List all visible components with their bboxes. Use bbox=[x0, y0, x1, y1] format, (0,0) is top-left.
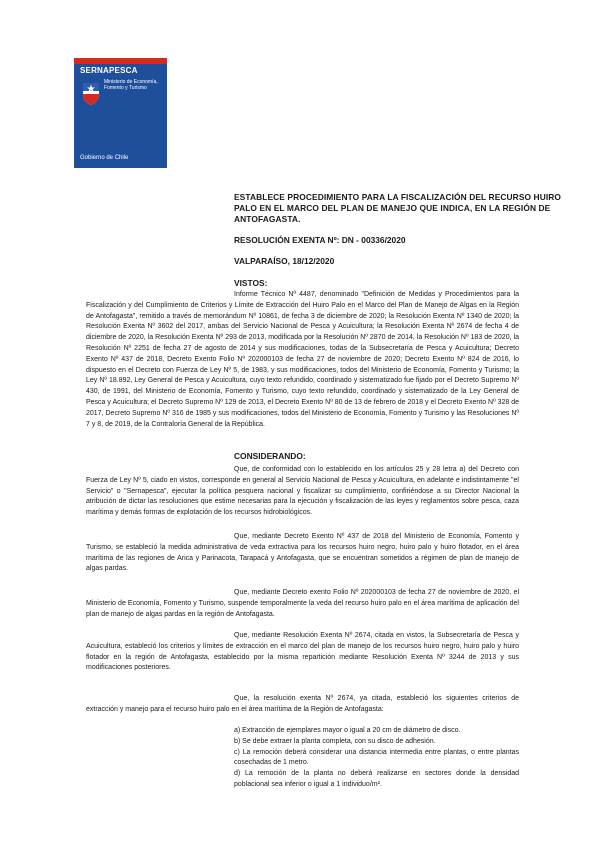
sernapesca-logo bbox=[74, 58, 167, 168]
logo-name: SERNAPESCA bbox=[80, 66, 138, 75]
considerando-paragraph-1: Que, de conformidad con lo establecido en los artículos 25 y 28 letra a) del Decreto con Fuerza de Ley Nº 5, ciado en vistos, corresponde en general al Servicio Nacional de Pesca y Acuicultura, en adelante e indistintamente "el Servicio" o "Sernapesca", ejecutar la política pesquera nacional y fiscalizar su cumplimiento, confiriéndose a su Director Nacional la atribución de dictar las resoluciones que estime necesarias para la ejecución y fiscalización de las leyes y reglamentos sobre pesca, caza marítima y demás formas de explotación de los recursos hidrobiológicos. bbox=[86, 466, 519, 517]
criteria-list bbox=[86, 726, 519, 791]
vistos-paragraph: Informe Técnico Nº 4487, denominado "Definición de Medidas y Procedimientos para la Fiscalización y del Cumplimiento de Criterios y Límite de Extracción del Huiro Palo en el Marco del Plan de Manejo de Algas en la Región de Antofagasta", remitido a través de memorándum Nº 10861, de fecha 3 de diciembre de 2020; la Resolución Exenta Nº 1340 de 2020; la Resolución Exenta Nº 3602 del 2017, ambas del Servicio Nacional de Pesca y Acuicultura; la Resolución Exenta Nº 2674 de fecha 4 de diciembre de 2020, la Resolución Exenta Nº 293 de 2013, modificada por la Resolución Nº 2870 de 2014, la Resolución Nº 183 de 2020, la Resolución Nº 2251 de fecha 27 de agosto de 2014 y sus modificaciones, todas de la Subsecretaría de Pesca y Acuicultura; Decreto Exento Nº 437 de 2018, Decreto Exento Folio Nº 202000103 de fecha 27 de noviembre de 2020; Decreto Exento Nº 824 de 2016, lo dispuesto en el Decreto con Fuerza de Ley Nº 5, de 1983, y sus modificaciones, todos del Ministerio de Economía, Fomento y Turismo; la Ley Nº 18.892, Ley General de Pesca y Acuicultura, cuyo texto refundido, coordinado y sistematizado fue fijado por el Decreto Supremo Nº 430, de 1991, del Ministerio de Economía, Fomento y Turismo, cuyo texto refundido, coordinado y sistematizado de la Ley General de Pesca y Acuicultura; el Decreto Supremo Nº 129 de 2013, el Decreto Exento Nº 80 de 13 de febrero de 2018 y el Decreto Exento Nº 328 de 2017, Decreto Supremo Nº 316 de 1985 y sus modificaciones, todos del Ministerio de Economía, Fomento y Turismo y las Resoluciones Nº 7 y 8, de 2019, de la Contraloría General de la República. bbox=[86, 291, 519, 428]
considerando-paragraph-2: Que, mediante Decreto Exento Nº 437 de 2018 del Ministerio de Economía, Fomento y Turismo, se estableció la medida administrativa de veda extractiva para los recursos huiro negro, huiro palo y huiro flotador, en el área marítima de las regiones de Arica y Parinacota, Tarapacá y Antofagasta, que se encuentran sometidos a régimen de plan de manejo de algas pardas. bbox=[86, 533, 519, 573]
criteria-item: b) Se debe extraer la planta completa, con su disco de adhesión. bbox=[234, 737, 436, 745]
vistos-heading: VISTOS: bbox=[234, 278, 268, 288]
considerando-heading: CONSIDERANDO: bbox=[234, 451, 306, 461]
coat-of-arms-icon bbox=[80, 80, 102, 106]
document-title: ESTABLECE PROCEDIMIENTO PARA LA FISCALIZACIÓN DEL RECURSO HUIRO PALO EN EL MARCO DEL PLAN DE MANEJO QUE INDICA, EN LA REGIÓN DE ANTOFAGASTA. bbox=[234, 192, 562, 224]
considerando-paragraph-5: Que, la resolución exenta Nº 2674, ya citada, estableció los siguientes criterios de extracción y manejo para el recurso huiro palo en el área marítima de la Región de Antofagasta: bbox=[86, 695, 519, 713]
ministry-name: Ministerio de Economía, Fomento y Turismo bbox=[104, 79, 158, 91]
resolution-number: RESOLUCIÓN EXENTA Nº: DN - 00336/2020 bbox=[234, 235, 406, 245]
place-date: VALPARAÍSO, 18/12/2020 bbox=[234, 256, 335, 266]
government-label: Gobierno de Chile bbox=[80, 155, 129, 161]
criteria-item: d) La remoción de la planta no deberá realizarse en sectores donde la densidad poblacional sea inferior o igual a 1 individuo/m². bbox=[234, 770, 519, 788]
logo-red-stripe bbox=[74, 58, 167, 64]
considerando-paragraph-3: Que, mediante Decreto exento Folio Nº 202000103 de fecha 27 de noviembre de 2020, el Ministerio de Economía, Fomento y Turismo, suspende temporalmente la veda del recurso huiro palo en el área marítima de aplicación del plan de manejo de algas pardas en la región de Antofagasta. bbox=[86, 589, 519, 618]
criteria-item: a) Extracción de ejemplares mayor o igual a 20 cm de diámetro de disco. bbox=[234, 727, 461, 734]
criteria-item: c) La remoción deberá considerar una distancia intermedia entre plantas, o entre plantas cosechadas de 1 metro. bbox=[234, 748, 519, 767]
considerando-paragraph-4: Que, mediante Resolución Exenta Nº 2674, citada en vistos, la Subsecretaría de Pesca y Acuicultura, estableció los criterios y límites de extracción en el marco del plan de manejo de los recursos huiro negro, huiro palo y huiro flotador en la región de Antofagasta, establecido por la misma repartición mediante Resolución Exenta Nº 3244 de 2013 y sus modificaciones posteriores. bbox=[86, 632, 519, 672]
